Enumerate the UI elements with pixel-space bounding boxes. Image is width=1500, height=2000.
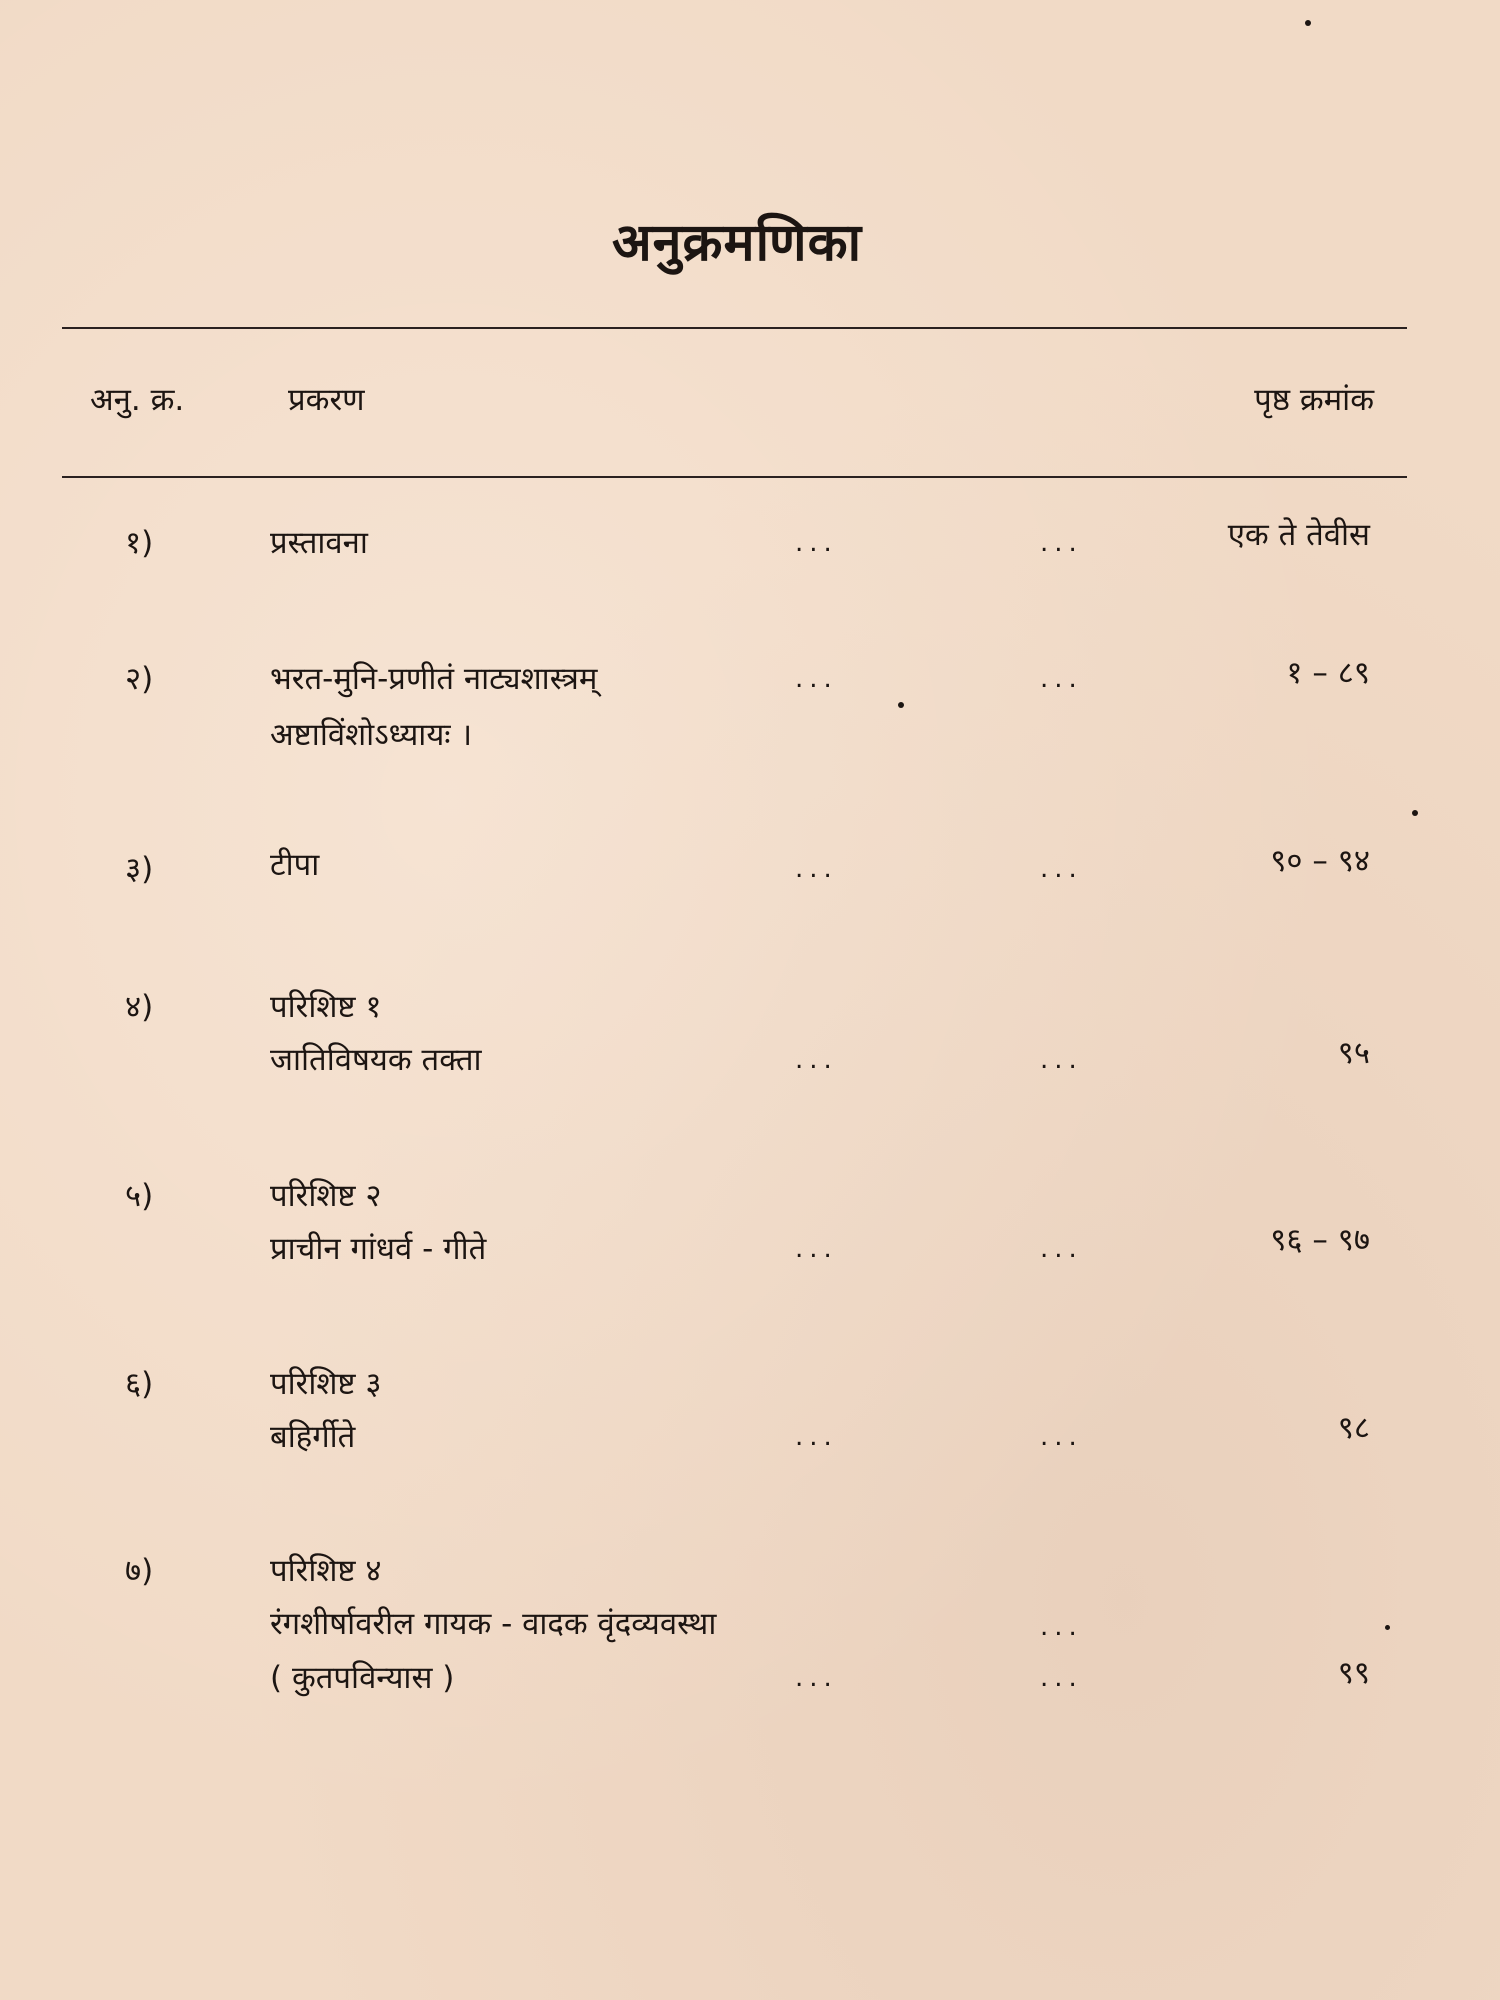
print-speck (1305, 20, 1311, 26)
leader-dots: ... (795, 1663, 838, 1693)
entry-page: १ – ८९ (1286, 655, 1370, 691)
leader-dots: ... (1040, 1663, 1083, 1693)
leader-dots: ... (1040, 1045, 1083, 1075)
entry-title: परिशिष्ट ४ (270, 1553, 382, 1589)
page-title: अनुक्रमणिका (611, 213, 863, 273)
entry-title: प्रस्तावना (270, 525, 368, 561)
entry-subtitle: रंगशीर्षावरील गायक - वादक वृंदव्यवस्था (270, 1606, 717, 1642)
print-speck (898, 702, 904, 708)
entry-page: ९६ – ९७ (1270, 1222, 1370, 1258)
entry-page: ९५ (1337, 1035, 1370, 1071)
top-rule (62, 327, 1407, 329)
leader-dots: ... (795, 854, 838, 884)
leader-dots: ... (795, 528, 838, 558)
leader-dots: ... (1040, 664, 1083, 694)
entry-subtitle: अष्टाविंशोऽध्यायः । (270, 717, 473, 753)
entry-number: २) (125, 661, 154, 697)
leader-dots: ... (795, 1045, 838, 1075)
entry-page: ९९ (1337, 1655, 1370, 1691)
entry-subtitle: जातिविषयक तक्ता (270, 1042, 482, 1078)
print-speck (1385, 1625, 1390, 1630)
leader-dots: ... (1040, 1234, 1083, 1264)
leader-dots: ... (795, 1422, 838, 1452)
entry-number: ३) (125, 851, 154, 887)
entry-number: ५) (125, 1178, 154, 1214)
entry-page: एक ते तेवीस (1227, 517, 1370, 553)
leader-dots: ... (795, 664, 838, 694)
header-topic: प्रकरण (288, 382, 365, 418)
entry-title: परिशिष्ट २ (270, 1178, 382, 1214)
entry-subtitle: ( कुतपविन्यास ) (270, 1660, 455, 1696)
bottom-rule (62, 476, 1407, 478)
entry-title: भरत-मुनि-प्रणीतं नाट्यशास्त्रम् (270, 661, 598, 697)
entry-number: १) (125, 525, 154, 561)
header-page-number: पृष्ठ क्रमांक (1254, 382, 1374, 418)
leader-dots: ... (1040, 528, 1083, 558)
leader-dots: ... (1040, 1612, 1083, 1642)
entry-title: परिशिष्ट ३ (270, 1366, 382, 1402)
print-speck (1412, 810, 1418, 816)
entry-number: ७) (125, 1553, 154, 1589)
entry-page: ९८ (1337, 1410, 1370, 1446)
leader-dots: ... (795, 1234, 838, 1264)
entry-number: ४) (125, 989, 154, 1025)
leader-dots: ... (1040, 854, 1083, 884)
entry-title: परिशिष्ट १ (270, 989, 382, 1025)
leader-dots: ... (1040, 1422, 1083, 1452)
entry-subtitle: बहिर्गीते (270, 1419, 356, 1455)
entry-page: ९० – ९४ (1270, 843, 1370, 879)
entry-subtitle: प्राचीन गांधर्व - गीते (270, 1231, 487, 1267)
header-serial: अनु. क्र. (90, 382, 185, 418)
entry-title: टीपा (270, 847, 320, 883)
entry-number: ६) (125, 1366, 154, 1402)
